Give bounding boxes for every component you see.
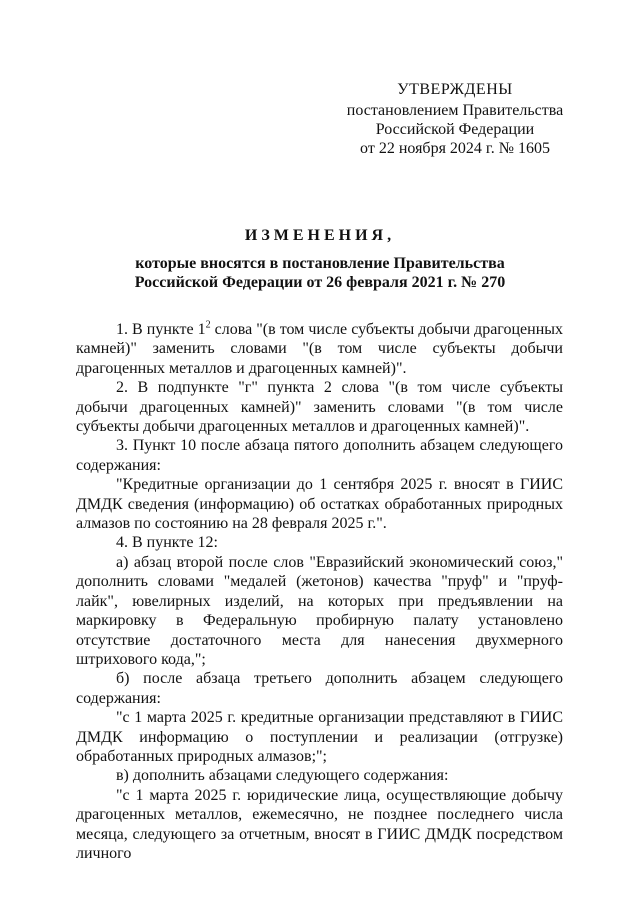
- paragraph-4: "Кредитные организации до 1 сентября 2025 г. вносят в ГИИС ДМДК сведения (информацию) об остатках обработанных природных алмазов по состоянию на 28 февраля 2025 г.".: [76, 476, 563, 533]
- paragraph-8: "с 1 марта 2025 г. кредитные организации представляют в ГИИС ДМДК информацию о поступлении и реализации (отгрузке) обработанных природных алмазов;";: [76, 709, 563, 765]
- paragraph-6: а) абзац второй после слов "Евразийский экономический союз," дополнить словами "медалей (жетонов) качества "пруф" и "пруф-лайк", ювелирных изделий, на которых при предъявлении на маркировку в Федеральную пробирную палату установлено отсутствие достаточного места для нанесения двухмерного штрихового кода,";: [76, 553, 563, 668]
- paragraph-10: "с 1 марта 2025 г. юридические лица, осуществляющие добычу драгоценных металлов, ежемесячно, не позднее последнего числа месяца, следующего за отчетным, вносят в ГИИС ДМДК посредством личного: [76, 786, 563, 862]
- heading-subtitle: Российской Федерации от 26 февраля 2021 г. № 270: [134, 274, 506, 291]
- paragraph-1: [76, 320, 563, 378]
- paragraph-2: 2. В подпункте "г" пункта 2 слова "(в том числе субъекты добычи драгоценных камней)" заменить словами "(в том числе субъекты добычи драгоценных металлов и драгоценных камней)".: [76, 379, 563, 436]
- superscript: 2: [205, 319, 211, 331]
- paragraph-7: б) после абзаца третьего дополнить абзацем следующего содержания:: [76, 670, 563, 707]
- approval-title: УТВЕРЖДЕНЫ: [397, 81, 513, 98]
- paragraph-1-rest: слова "(в том числе субъекты добычи драгоценных камней)" заменить словами "(в том числе субъекты добычи драгоценных металлов и драгоценных камней)".: [76, 321, 564, 377]
- approval-date: от 22 ноября 2024 г. № 1605: [360, 140, 550, 157]
- approval-block: [330, 80, 580, 158]
- heading-main: ИЗМЕНЕНИЯ,: [244, 227, 396, 244]
- approval-line: Российской Федерации: [375, 121, 535, 138]
- heading-subtitle: которые вносятся в постановление Правительства: [135, 255, 505, 272]
- approval-line: постановлением Правительства: [346, 102, 564, 119]
- document-body: [76, 320, 563, 863]
- paragraph-5: 4. В пункте 12:: [116, 534, 218, 552]
- paragraph-3: 3. Пункт 10 после абзаца пятого дополнить абзацем следующего содержания:: [76, 437, 563, 474]
- paragraph-1-start: 1. В пункте 1: [116, 321, 206, 338]
- paragraph-9: в) дополнить абзацами следующего содержания:: [116, 767, 449, 785]
- document-heading: [60, 226, 580, 292]
